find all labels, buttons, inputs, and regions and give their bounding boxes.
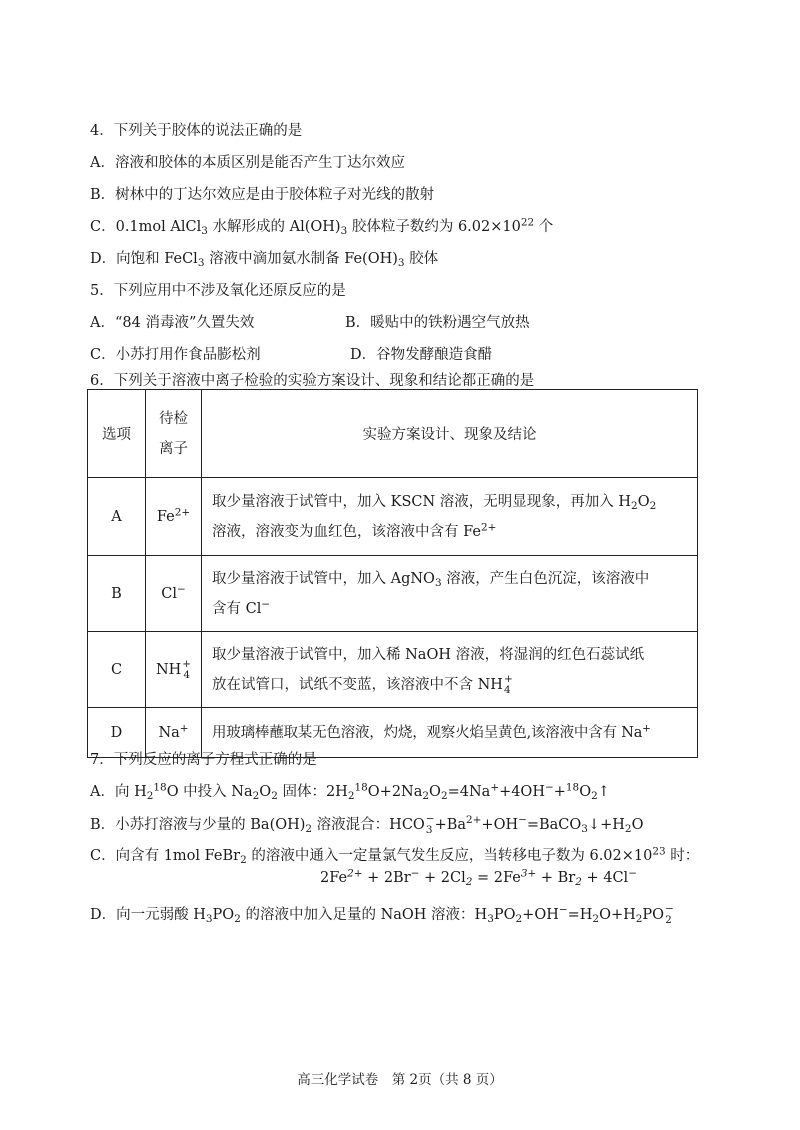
q5-option-b: B．暖贴中的铁粉遇空气放热 bbox=[345, 315, 530, 331]
row-ion: Na+ bbox=[146, 708, 202, 758]
q7-option-d: D．向一元弱酸 $H_3PO_2$ 的溶液中加入足量的 NaOH 溶液：$H_3PO_2+OH^-=H_2O+H_2PO$ − 2 bbox=[90, 903, 674, 926]
row-scheme: 用玻璃棒蘸取某无色溶液，灼烧，观察火焰呈黄色,该溶液中含有 Na+ bbox=[202, 708, 698, 758]
table-row bbox=[88, 556, 698, 632]
q7-option-c: C．向含有 1mol FeBr$_2$ 的溶液中通入一定量氯气发生反应，当转移电子数为 $6.02\times 10^{23}$ 时： bbox=[90, 845, 700, 866]
table-header-row bbox=[88, 390, 698, 478]
header-scheme: 实验方案设计、现象及结论 bbox=[202, 390, 698, 478]
table-row bbox=[88, 478, 698, 556]
q4-option-b: B．树林中的丁达尔效应是由于胶体粒子对光线的散射 bbox=[90, 187, 435, 203]
header-option: 选项 bbox=[88, 390, 146, 478]
row-scheme: 取少量溶液于试管中，加入 KSCN 溶液，无明显现象，再加入 $H_2O_2$ 溶液，溶液变为血红色，该溶液中含有 $Fe^{2+}$ bbox=[202, 478, 698, 556]
q4-option-d: D．向饱和 FeCl$_3$ 溶液中滴加氨水制备 $Fe(OH)_3$ 胶体 bbox=[90, 251, 439, 269]
q7-option-b: B．小苏打溶液与少量的 $Ba(OH)_2$ 溶液混合：HCO − 3 $+Ba^{2+}+OH^-=BaCO_3↓+H_2O$ bbox=[90, 813, 644, 836]
q7-option-a: A．向 $H_2^{18}O$ 中投入 $Na_2O_2$ 固体：$2H_2^{18}O+2Na_2O_2=4Na^++4OH^-+^{18}O_2↑$ bbox=[90, 781, 610, 802]
row-scheme: 取少量溶液于试管中，加入稀 NaOH 溶液，将湿润的红色石蕊试纸 放在试管口，试纸不变蓝，该溶液中不含 NH + 4 bbox=[202, 632, 698, 708]
q7-stem: 7．下列反应的离子方程式正确的是 bbox=[90, 752, 317, 768]
row-option: A bbox=[88, 478, 146, 556]
q4-stem: 4．下列关于胶体的说法正确的是 bbox=[90, 123, 303, 139]
row-ion: Cl− bbox=[146, 556, 202, 632]
q4-option-a: A．溶液和胶体的本质区别是能否产生丁达尔效应 bbox=[90, 155, 405, 171]
header-ion: 待检 离子 bbox=[146, 390, 202, 478]
q5-option-a: A．“84 消毒液”久置失效 bbox=[90, 315, 255, 331]
row-option: B bbox=[88, 556, 146, 632]
row-option: C bbox=[88, 632, 146, 708]
q4-option-c: C．0.1mol AlCl$_3$ 水解形成的 $Al(OH)_3$ 胶体粒子数约为 $6.02\times 10^{22}$ 个 bbox=[90, 216, 554, 237]
q5-option-d: D．谷物发酵酿造食醋 bbox=[350, 347, 493, 363]
q5-option-c: C．小苏打用作食品膨松剂 bbox=[90, 347, 261, 363]
ion-test-table bbox=[87, 389, 698, 758]
table-row bbox=[88, 632, 698, 708]
q6-stem: 6．下列关于溶液中离子检验的实验方案设计、现象和结论都正确的是 bbox=[90, 373, 535, 389]
q7-option-c-equation: $2Fe^{2+} + 2Br^- + 2Cl_2 = 2Fe^{3+} + Br_2 + 4Cl^-$ bbox=[320, 867, 637, 888]
row-option: D bbox=[88, 708, 146, 758]
row-ion: $Fe^{2+}$ bbox=[146, 478, 202, 556]
q5-stem: 5．下列应用中不涉及氧化还原反应的是 bbox=[90, 283, 346, 299]
row-ion: NH + 4 bbox=[146, 632, 202, 708]
row-scheme: 取少量溶液于试管中，加入 AgNO$_3$ 溶液，产生白色沉淀，该溶液中 含有 Cl− bbox=[202, 556, 698, 632]
page-footer: 高三化学试卷 第 2页（共 8 页） bbox=[297, 1072, 503, 1088]
